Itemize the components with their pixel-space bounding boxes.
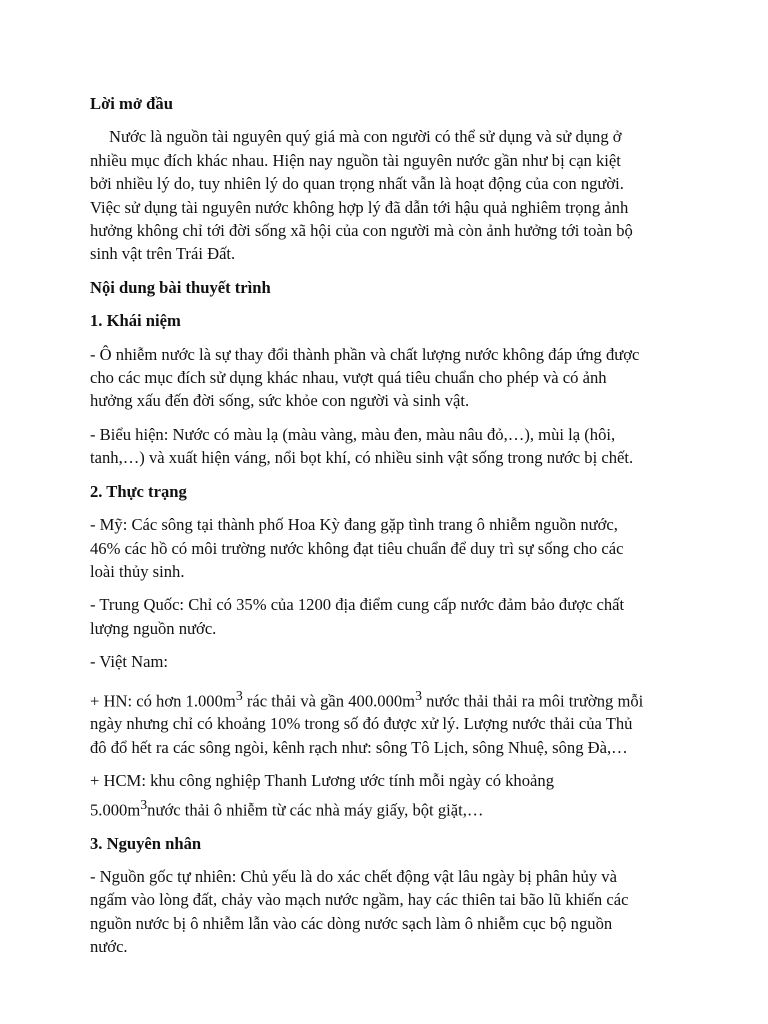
- china-paragraph: - Trung Quốc: Chỉ có 35% của 1200 địa điểm cung cấp nước đảm bảo được chất lượng nguồn nước.: [90, 595, 625, 638]
- hanoi-paragraph: [90, 684, 698, 760]
- hanoi-text-c: nước thải thải ra môi trường mỗi ngày nhưng chỉ có khoảng 10% trong số đó được xử lý. Lượng nước thải của Thủ đô đổ hết ra các sông ngòi, kênh rạch như: sông Tô Lịch, sông Nhuệ, sông Đà,…: [90, 691, 644, 757]
- hanoi-text-a: + HN: có hơn 1.000m: [90, 691, 236, 711]
- definition-paragraph: - Ô nhiễm nước là sự thay đổi thành phần và chất lượng nước không đáp ứng được cho các mục đích sử dụng khác nhau, vượt quá tiêu chuẩn cho phép và có ảnh hưởng xấu đến đời sống, sức khỏe con người và sinh vật.: [90, 344, 640, 411]
- section-1-heading: 1. Khái niệm: [90, 311, 181, 331]
- intro-paragraph: Nước là nguồn tài nguyên quý giá mà con người có thể sử dụng và sử dụng ở nhiều mục đích khác nhau. Hiện nay nguồn tài nguyên nước gần như bị cạn kiệt bởi nhiều lý do, tuy nhiên lý do quan trọng nhất vẫn là hoạt động của con người. Việc sử dụng tài nguyên nước không hợp lý đã dẫn tới hậu quả nghiêm trọng ảnh hưởng không chỉ tới đời sống xã hội của con người mà còn ảnh hưởng tới toàn bộ sinh vật trên Trái Đất.: [90, 127, 633, 264]
- superscript-3: 3: [140, 796, 148, 812]
- superscript-3: 3: [415, 687, 422, 703]
- hcm-text-b: nước thải ô nhiễm từ các nhà máy giấy, bột giặt,…: [147, 800, 484, 820]
- vietnam-paragraph: - Việt Nam:: [90, 652, 168, 672]
- signs-paragraph: - Biểu hiện: Nước có màu lạ (màu vàng, màu đen, màu nâu đỏ,…), mùi lạ (hôi, tanh,…) và xuất hiện váng, nổi bọt khí, có nhiều sinh vật sống trong nước bị chết.: [90, 424, 634, 468]
- section-3-heading: 3. Nguyên nhân: [90, 833, 202, 853]
- hcm-text-a: + HCM: khu công nghiệp Thanh Lương ước tính mỗi ngày có khoảng 5.000m: [90, 771, 554, 820]
- natural-cause-paragraph: - Nguồn gốc tự nhiên: Chủ yếu là do xác chết động vật lâu ngày bị phân hủy và ngấm vào lòng đất, chảy vào mạch nước ngầm, hay các thiên tai bão lũ khiến các nguồn nước bị ô nhiễm lẫn vào các dòng nước sạch làm ô nhiễm cục bộ nguồn nước.: [90, 867, 629, 957]
- superscript-3: 3: [235, 687, 243, 703]
- section-2-heading: 2. Thực trạng: [90, 481, 187, 501]
- hanoi-text-b: rác thải và gần 400.000m: [242, 691, 416, 711]
- usa-paragraph: - Mỹ: Các sông tại thành phố Hoa Kỳ đang gặp tình trang ô nhiễm nguồn nước, 46% các hồ có môi trường nước không đạt tiêu chuẩn để duy trì sự sống cho các loài thủy sinh.: [90, 515, 624, 581]
- content-heading: Nội dung bài thuyết trình: [90, 277, 271, 297]
- intro-heading: Lời mở đầu: [90, 94, 173, 113]
- hcm-paragraph: [90, 769, 698, 821]
